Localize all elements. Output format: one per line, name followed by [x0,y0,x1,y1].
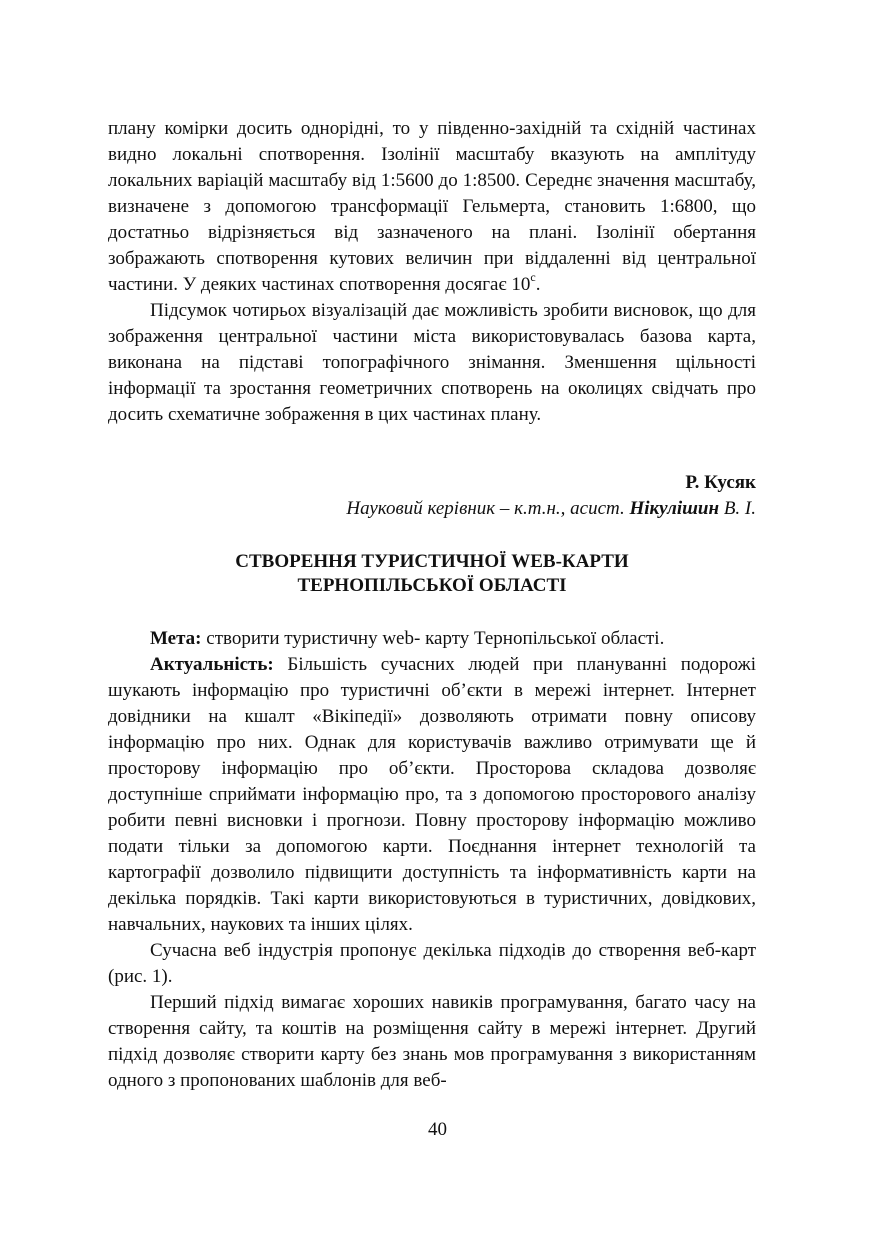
paragraph-relevance [108,652,756,938]
article-title-line-1: СТВОРЕННЯ ТУРИСТИЧНОЇ WEB-КАРТИ [235,551,629,572]
supervisor-prefix: Науковий керівник – к.т.н., асист. [346,498,630,519]
paragraph-approaches: Перший підхід вимагає хороших навиків програмування, багато часу на створення сайту, та коштів на розміщення сайту в мережі інтернет. Другий підхід дозволяє створити карту без знань мов програмування з використанням одного з пропонованих шаблонів для веб- [108,992,756,1091]
author-block [108,470,756,522]
goal-label: Мета: [150,628,202,649]
supervisor-line [108,496,756,522]
author-name: Р. Кусяк [685,472,756,493]
article-body [108,626,756,1094]
article-title [108,550,756,598]
relevance-label: Актуальність: [150,654,274,675]
paragraph-map-distortion [108,116,756,298]
paragraph-map-distortion-end: . [535,274,541,295]
relevance-text: Більшість сучасних людей при плануванні подорожі шукають інформацію про туристичні об’єкти в мережі інтернет. Інтернет довідники на кшалт «Вікіпедії» дозволяють отримати повну описову інформацію про них. Однак для користувачів важливо отримувати ще й просторову інформацію про об’єкти. Просторова складова дозволяє доступніше сприймати інформацію про, та з допомогою просторового аналізу робити певні висновки і прогнози. Повну просторову інформацію можливо подати тільки за допомогою карти. Поєднання інтернет технологій та картографії дозволило підвищити доступність та інформативність карти на декілька порядків. Такі карти використовуються в туристичних, довідкових, навчальних, наукових та інших цілях. [108,654,756,935]
degree-superscript: с [530,270,536,284]
page-number: 40 [428,1119,447,1140]
paragraph-conclusion: Підсумок чотирьох візуалізацій дає можливість зробити висновок, що для зображення центральної частини міста використовувалась базова карта, виконана на підставі топографічного знімання. Зменшення щільності інформації та зростання геометричних спотворень на околицях свідчать про досить схематичне зображення в цих частинах плану. [108,300,756,425]
paragraph-map-distortion-text: плану комірки досить однорідні, то у південно-західній та східній частинах видно локальні спотворення. Ізолінії масштабу вказують на амплітуду локальних варіацій масштабу від 1:5600 до 1:8500. Середнє значення масштабу, визначене з допомогою трансформації Гельмерта, становить 1:6800, що достатньо відрізняється від зазначеного на плані. Ізолінії обертання зображають спотворення кутових величин при віддаленні від центральної частини. У деяких частинах спотворення досягає 10 [108,118,756,295]
goal-text: створити туристичну web- карту Тернопільської області. [201,628,665,649]
supervisor-suffix: В. І. [719,498,756,519]
supervisor-name: Нікулішин [629,498,720,519]
paragraph-web-industry: Сучасна веб індустрія пропонує декілька підходів до створення веб-карт (рис. 1). [108,940,756,987]
article-title-line-2: ТЕРНОПІЛЬСЬКОЇ ОБЛАСТІ [297,575,567,596]
paragraph-goal [108,626,756,652]
document-page [108,116,756,1094]
